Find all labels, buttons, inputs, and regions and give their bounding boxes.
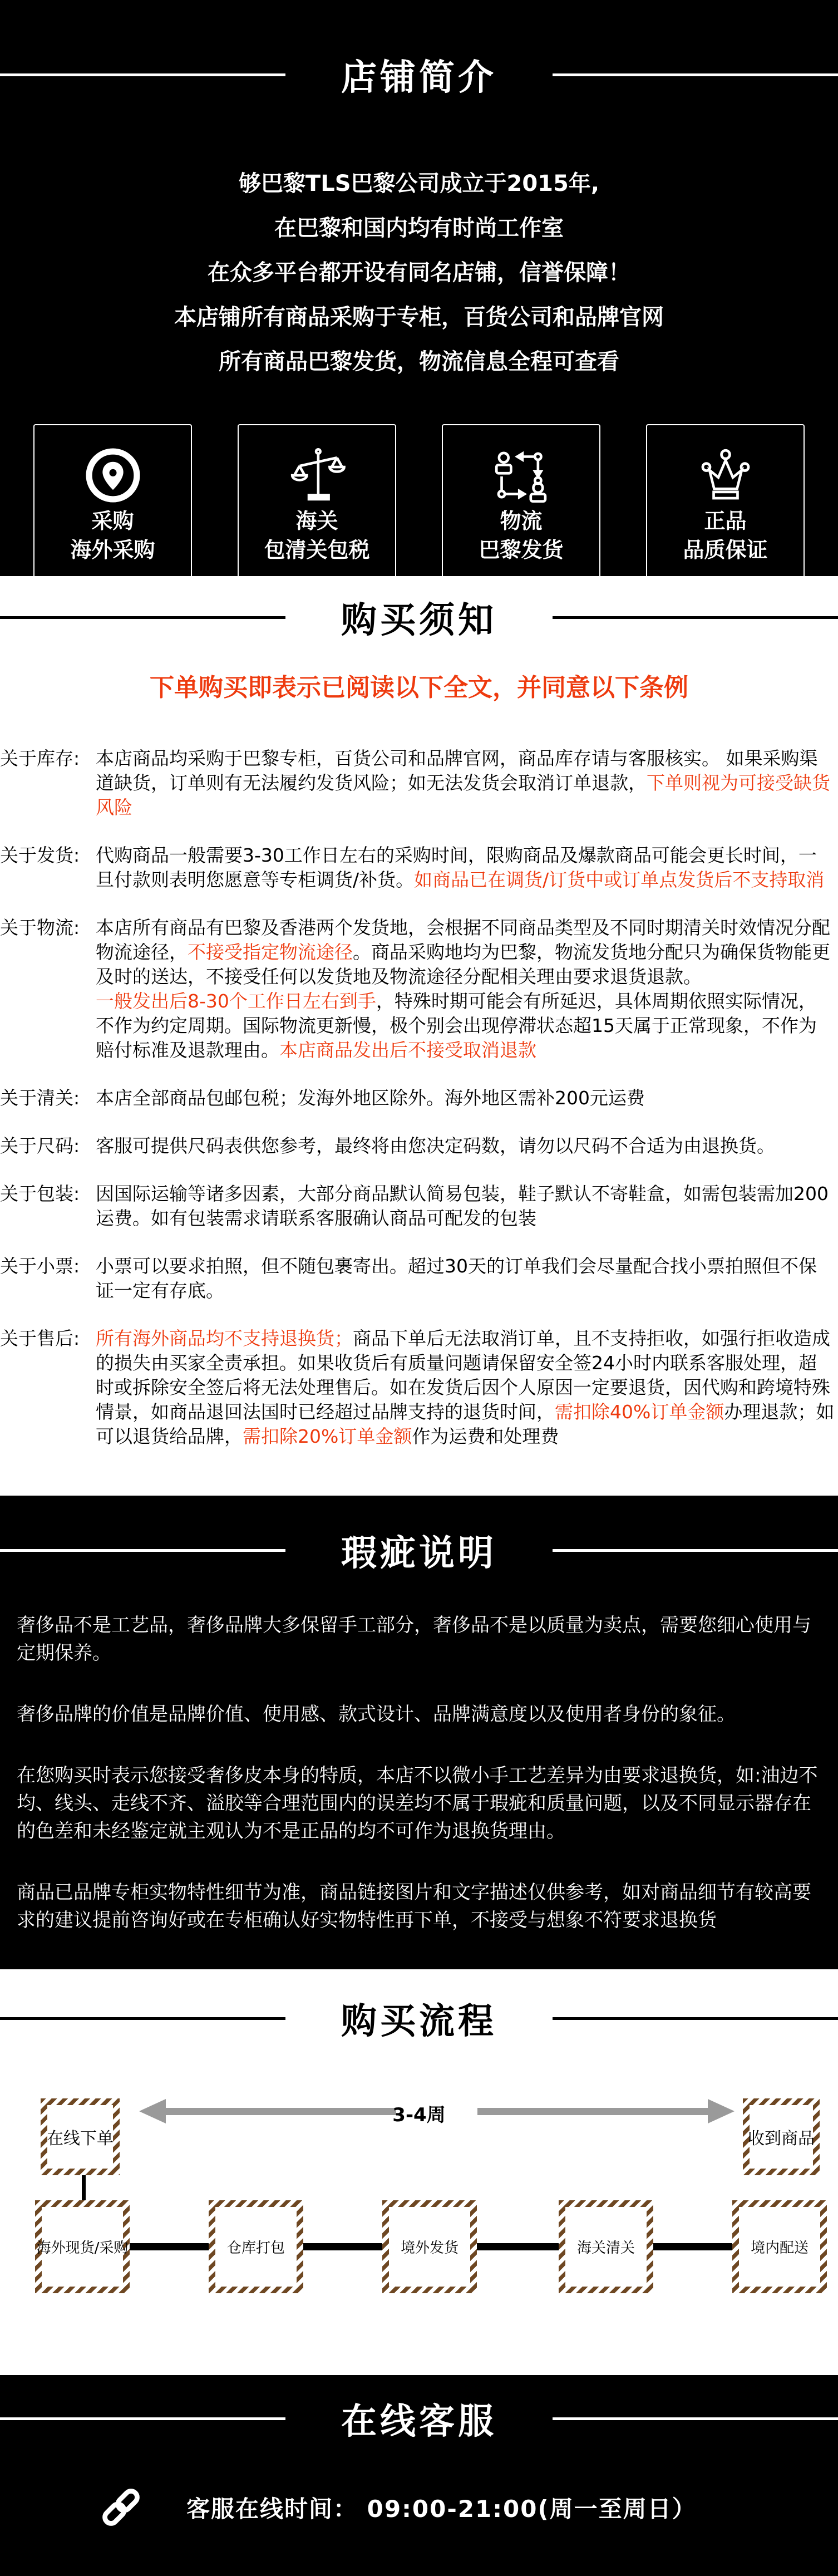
defect-paragraphs (0, 1611, 838, 1934)
duration-arrow-right (477, 2099, 735, 2123)
purchase-note (0, 1134, 838, 1158)
note-content (96, 1326, 838, 1449)
purchase-flow-title: 购买流程 (341, 2001, 497, 2042)
note-text: 办理退款；如可以退货给品牌， (96, 1401, 835, 1447)
feature-text (479, 507, 563, 564)
feature-line2: 巴黎发货 (479, 538, 564, 562)
intro-line: 在巴黎和国内均有时尚工作室 (274, 215, 564, 241)
defect-notice-title: 瑕疵说明 (341, 1533, 497, 1574)
note-text: 客服可提供尺码表供您参考，最终将由您决定码数，请勿以尺码不合适为由退换货。 (96, 1135, 775, 1157)
feature-line1: 海关 (295, 509, 338, 533)
note-text: 因国际运输等诸多因素，大部分商品默认简易包装，鞋子默认不寄鞋盒，如需包装需加200运费。如有包装需求请联系客服确认商品可配发的包装 (96, 1183, 829, 1229)
section-online-service (0, 2375, 838, 2576)
note-label: 关于包装: (0, 1183, 80, 1205)
note-label: 关于清关: (0, 1087, 80, 1109)
defect-notice-title-row (0, 1525, 838, 1576)
note-text-highlight: 下单则视为可接受缺货风险 (96, 772, 830, 818)
online-service-title-row (0, 2393, 838, 2444)
note-content (96, 746, 838, 820)
purchase-notes-list (0, 746, 838, 1449)
note-content (96, 1134, 838, 1158)
purchase-note (0, 1326, 838, 1449)
note-label: 关于物流: (0, 917, 80, 938)
note-text: 本店商品均采购于巴黎专柜，百货公司和品牌官网，商品库存请与客服核实。 如果采购渠道缺货，订单则有无法履约发货风险；如无法发货会取消订单退款， (96, 748, 818, 794)
flow-connector (130, 2243, 209, 2250)
duration-arrow-left (139, 2099, 396, 2123)
flow-step-label: 仓库打包 (226, 2240, 285, 2257)
title-divider-left (0, 73, 285, 76)
online-service-title: 在线客服 (341, 2401, 497, 2442)
note-content (96, 916, 838, 1063)
logistics-icon (490, 444, 553, 507)
arrow-head-left-icon (139, 2099, 166, 2123)
note-content (96, 1086, 838, 1110)
note-text: 代购商品一般需要3-30工作日左右的采购时间，限购商品及爆款商品可能会更长时间，一旦付款则表明您愿意等专柜调货/补货。 (96, 844, 817, 891)
flow-step-4 (559, 2200, 653, 2293)
note-text: 商品下单后无法取消订单，且不支持拒收，如强行拒收造成的损失由买家全责承担。如果收货后有质量问题请保留安全签24小时内联系客服处理，超时或拆除安全签后将无法处理售后。如在发货后因个人原因一定要退货，因代购和跨境特殊情景，如商品退回法国时已经超过品牌支持的退货时间， (96, 1328, 830, 1423)
flow-step-label: 海关清关 (576, 2240, 635, 2257)
feature-line1: 采购 (91, 509, 134, 533)
note-label: 关于发货: (0, 844, 80, 866)
purchase-note (0, 746, 838, 820)
note-text: ，特殊时期可能会有所延迟，具体周期依照实际情况，不作为约定周期。国际物流更新慢，极个别会出现停滞状态超15天属于正常现象，不作为赔付标准及退款理由。 (96, 990, 817, 1061)
flow-step-5 (732, 2200, 827, 2293)
note-text-highlight: 不接受指定物流途径 (188, 941, 353, 963)
feature-box-purchase (33, 424, 192, 576)
flow-step-2 (209, 2200, 303, 2293)
title-divider-left (0, 1549, 285, 1552)
flow-step-label: 境内配送 (750, 2240, 809, 2257)
scales-icon (286, 444, 348, 507)
intro-line: 够巴黎TLS巴黎公司成立于2015年, (238, 171, 600, 196)
intro-line: 本店铺所有商品采购于专柜，百货公司和品牌官网 (174, 304, 664, 330)
note-text: 小票可以要求拍照，但不随包裹寄出。超过30天的订单我们会尽量配合找小票拍照但不保证一定有存底。 (96, 1255, 817, 1301)
defect-paragraph: 奢侈品不是工艺品，奢侈品牌大多保留手工部分，奢侈品不是以质量为卖点，需要您细心使用与定期保养。 (17, 1614, 811, 1664)
feature-box-logistics (442, 424, 600, 576)
defect-paragraph: 在您购买时表示您接受奢侈皮本身的特质，本店不以微小手工艺差异为由要求退换货，如:油边不均、线头、走线不齐、溢胶等合理范围内的误差均不属于瑕疵和质量问题，以及不同显示器存在的色差和未经鉴定就主观认为不是正品的均不可作为退换货理由。 (17, 1764, 818, 1842)
flow-diagram (0, 1969, 838, 2375)
section-defect-notice (0, 1496, 838, 1969)
note-text-highlight: 需扣除40%订单金额 (555, 1401, 724, 1423)
flow-connector (477, 2243, 559, 2250)
flow-step-3 (382, 2200, 477, 2293)
store-intro-text (0, 161, 838, 384)
note-text: 作为运费和处理费 (412, 1425, 559, 1447)
feature-text (264, 507, 369, 564)
feature-line2: 海外采购 (70, 538, 155, 562)
note-label: 关于尺码: (0, 1135, 80, 1157)
note-text: 本店所有商品有巴黎及香港两个发货地，会根据不同商品类型及不同时期清关时效情况分配物流途径， (96, 917, 830, 963)
purchase-note (0, 1086, 838, 1110)
note-text-highlight: 所有海外商品均不支持退换货； (96, 1328, 353, 1349)
location-pin-icon (82, 444, 144, 507)
service-hours-row (0, 2481, 838, 2534)
flow-step-label: 海外现货/采购 (36, 2240, 129, 2257)
store-intro-title-row (0, 49, 838, 100)
intro-line: 所有商品巴黎发货，物流信息全程可查看 (219, 349, 619, 375)
store-intro-title: 店铺简介 (341, 57, 497, 99)
title-divider-right (553, 616, 838, 619)
arrow-line (166, 2108, 396, 2115)
flow-box-label: 在线下单 (47, 2129, 114, 2149)
feature-box-customs (238, 424, 396, 576)
arrow-head-right-icon (708, 2099, 735, 2123)
note-text: 。商品采购地均为巴黎，物流发货地分配只为确保货物能更及时的送达，不接受任何以发货地及物流途径分配相关理由要求退货退款。 (96, 941, 830, 987)
note-content (96, 1182, 838, 1231)
flow-connector (653, 2243, 732, 2250)
feature-line1: 物流 (500, 509, 543, 533)
service-hours-text: 客服在线时间： 09:00-21:00(周一至周日） (186, 2495, 697, 2523)
feature-text (683, 507, 767, 564)
purchase-note (0, 843, 838, 892)
flow-duration-label: 3-4周 (392, 2104, 446, 2126)
title-divider-right (553, 2417, 838, 2420)
note-text-highlight: 需扣除20%订单金额 (243, 1425, 412, 1447)
flow-step-label: 境外发货 (400, 2240, 459, 2257)
feature-line2: 品质保证 (683, 538, 768, 562)
section-purchase-flow (0, 1969, 838, 2375)
feature-badges-row (0, 424, 838, 576)
feature-line1: 正品 (704, 509, 747, 533)
section-store-intro (0, 0, 838, 576)
note-label: 关于库存: (0, 748, 80, 769)
flow-step-1 (35, 2200, 130, 2293)
flow-box-order-online (41, 2098, 120, 2175)
note-label: 关于售后: (0, 1328, 80, 1349)
note-content (96, 1254, 838, 1303)
title-divider-left (0, 616, 285, 619)
note-text-highlight: 如商品已在调货/订货中或订单点发货后不支持取消 (414, 869, 825, 891)
intro-line: 在众多平台都开设有同名店铺，信誉保障！ (208, 260, 630, 286)
purchase-notes-title: 购买须知 (341, 600, 497, 641)
flow-box-label: 收到商品 (748, 2129, 815, 2149)
purchase-notes-title-row (0, 592, 838, 643)
note-text-highlight: 一般发出后8-30个工作日左右到手 (96, 990, 376, 1012)
note-text: 本店全部商品包邮包税；发海外地区除外。海外地区需补200元运费 (96, 1087, 645, 1109)
flow-connector (303, 2243, 382, 2250)
feature-box-authentic (646, 424, 805, 576)
title-divider-right (553, 73, 838, 76)
flow-box-receive-goods (743, 2098, 820, 2175)
purchase-notes-subtitle: 下单购买即表示已阅读以下全文，并同意以下条例 (150, 674, 688, 702)
note-label: 关于小票: (0, 1255, 80, 1277)
section-purchase-notes (0, 576, 838, 1496)
defect-paragraph: 奢侈品牌的价值是品牌价值、使用感、款式设计、品牌满意度以及使用者身份的象征。 (17, 1703, 736, 1725)
purchase-note (0, 916, 838, 1063)
note-text-highlight: 本店商品发出后不接受取消退款 (279, 1039, 536, 1061)
crown-icon (694, 444, 757, 507)
defect-paragraph: 商品已品牌专柜实物特性细节为准，商品链接图片和文字描述仅供参考，如对商品细节有较高要求的建议提前咨询好或在专柜确认好实物特性再下单，不接受与想象不符要求退换货 (17, 1881, 811, 1931)
arrow-line (477, 2108, 708, 2115)
flow-vertical-connector (82, 2175, 86, 2201)
note-content (96, 843, 838, 892)
feature-line2: 包清关包税 (264, 538, 370, 562)
chain-link-icon (95, 2481, 147, 2534)
purchase-note (0, 1254, 838, 1303)
title-divider-right (553, 1549, 838, 1552)
title-divider-left (0, 2417, 285, 2420)
purchase-note (0, 1182, 838, 1231)
feature-text (70, 507, 155, 564)
